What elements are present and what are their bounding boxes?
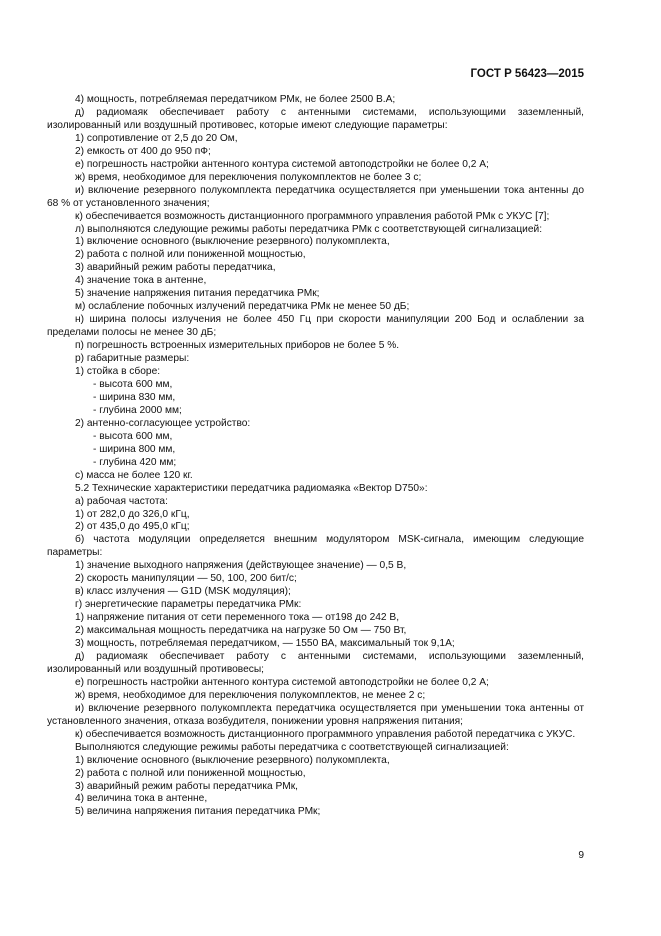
text-line: а) рабочая частота: (75, 495, 168, 507)
text-line: 4) мощность, потребляемая передатчиком РМк, не более 2500 В.А; (75, 94, 396, 105)
text-line: д) радиомаяк обеспечивает работу с антенными системами, использующими заземленный, изолированный или воздушный противовес, которые имеют следующие параметры: (47, 106, 584, 131)
list-item: - ширина 800 мм, (93, 443, 176, 455)
text-line: б) частота модуляции определяется внешним модулятором MSK-сигнала, имеющим следующие параметры: (47, 534, 584, 559)
text-line: 1) стойка в сборе: (75, 366, 161, 378)
standard-designation: ГОСТ Р 56423—2015 (470, 68, 584, 80)
text-line: и) включение резервного полукомплекта передатчика осуществляется при уменьшении тока антенны от установленного значения, отказа возбудителя, понижении уровня напряжения питания; (47, 702, 584, 727)
text-line: 2) антенно-согласующее устройство: (75, 417, 251, 429)
text-line: е) погрешность настройки антенного контура системой автоподстройки не более 0,2 А; (75, 676, 489, 688)
text-line: п) погрешность встроенных измерительных приборов не более 5 %. (75, 340, 400, 352)
text-line: 1) от 282,0 до 326,0 кГц, (75, 508, 190, 520)
text-line: в) класс излучения — G1D (MSK модуляция); (75, 586, 291, 598)
list-item: - высота 600 мм, (93, 378, 173, 390)
text-line: е) погрешность настройки антенного контура системой автоподстройки не более 0,2 А; (75, 158, 489, 170)
page-number: 9 (578, 850, 584, 861)
text-line: с) масса не более 120 кг. (75, 469, 193, 481)
text-line: Выполняются следующие режимы работы передатчика с соответствующей сигнализацией: (75, 741, 509, 753)
text-line: 2) скорость манипуляции — 50, 100, 200 бит/с; (75, 573, 297, 585)
text-line: 1) включение основного (выключение резервного) полукомплекта, (75, 236, 390, 248)
text-line: р) габаритные размеры: (75, 353, 190, 365)
text-line: д) радиомаяк обеспечивает работу с антенными системами, использующими заземленный, изолированный или воздушный противовесы; (47, 650, 584, 675)
text-line: 1) сопротивление от 2,5 до 20 Ом, (75, 132, 238, 144)
text-line: 5.2 Технические характеристики передатчика радиомаяка «Вектор D750»: (75, 482, 428, 494)
text-line: к) обеспечивается возможность дистанционного программного управления работой передатчика с УКУС. (75, 728, 576, 740)
text-line: 1) напряжение питания от сети переменного тока — от198 до 242 В, (75, 612, 400, 624)
list-item: - ширина 830 мм, (93, 391, 176, 403)
text-line: 1) включение основного (выключение резервного) полукомплекта, (75, 754, 390, 766)
text-line: 2) работа с полной или пониженной мощностью, (75, 767, 306, 779)
text-line: и) включение резервного полукомплекта передатчика осуществляется при уменьшении тока антенны до 68 % от установленного значения; (47, 184, 584, 209)
text-line: л) выполняются следующие режимы работы передатчика РМк с соответствующей сигнализацией: (75, 223, 543, 235)
text-line: 5) величина напряжения питания передатчика РМк; (75, 806, 321, 818)
text-line: к) обеспечивается возможность дистанционного программного управления работой РМк с УКУС [7]; (75, 210, 550, 222)
text-line: ж) время, необходимое для переключения полукомплектов не более 3 с; (75, 171, 422, 183)
text-line: 4) величина тока в антенне, (75, 793, 208, 805)
document-body (47, 94, 584, 819)
text-line: 2) максимальная мощность передатчика на нагрузке 50 Ом — 750 Вт, (75, 625, 407, 637)
list-item: - глубина 420 мм; (93, 456, 177, 468)
text-line: 3) мощность, потребляемая передатчиком, — 1550 ВА, максимальный ток 9,1А; (75, 638, 455, 650)
list-item: - высота 600 мм, (93, 430, 173, 442)
text-line: м) ослабление побочных излучений передатчика РМк не менее 50 дБ; (75, 301, 410, 313)
text-line: 2) от 435,0 до 495,0 кГц; (75, 521, 190, 533)
text-line: ж) время, необходимое для переключения полукомплектов, не менее 2 с; (75, 689, 426, 701)
text-line: 2) работа с полной или пониженной мощностью, (75, 249, 306, 261)
text-line: 4) значение тока в антенне, (75, 275, 207, 287)
text-line: 3) аварийный режим работы передатчика РМк, (75, 780, 298, 792)
text-line: г) энергетические параметры передатчика РМк: (75, 599, 302, 611)
text-line: 3) аварийный режим работы передатчика, (75, 262, 276, 274)
text-line: 2) емкость от 400 до 950 пФ; (75, 145, 211, 157)
text-line: н) ширина полосы излучения не более 450 Гц при скорости манипуляции 200 Бод и ослаблении за пределами полосы не менее 30 дБ; (47, 314, 584, 339)
text-line: 1) значение выходного напряжения (действующее значение) — 0,5 В, (75, 560, 407, 572)
list-item: - глубина 2000 мм; (93, 404, 182, 416)
text-line: 5) значение напряжения питания передатчика РМк; (75, 288, 320, 300)
